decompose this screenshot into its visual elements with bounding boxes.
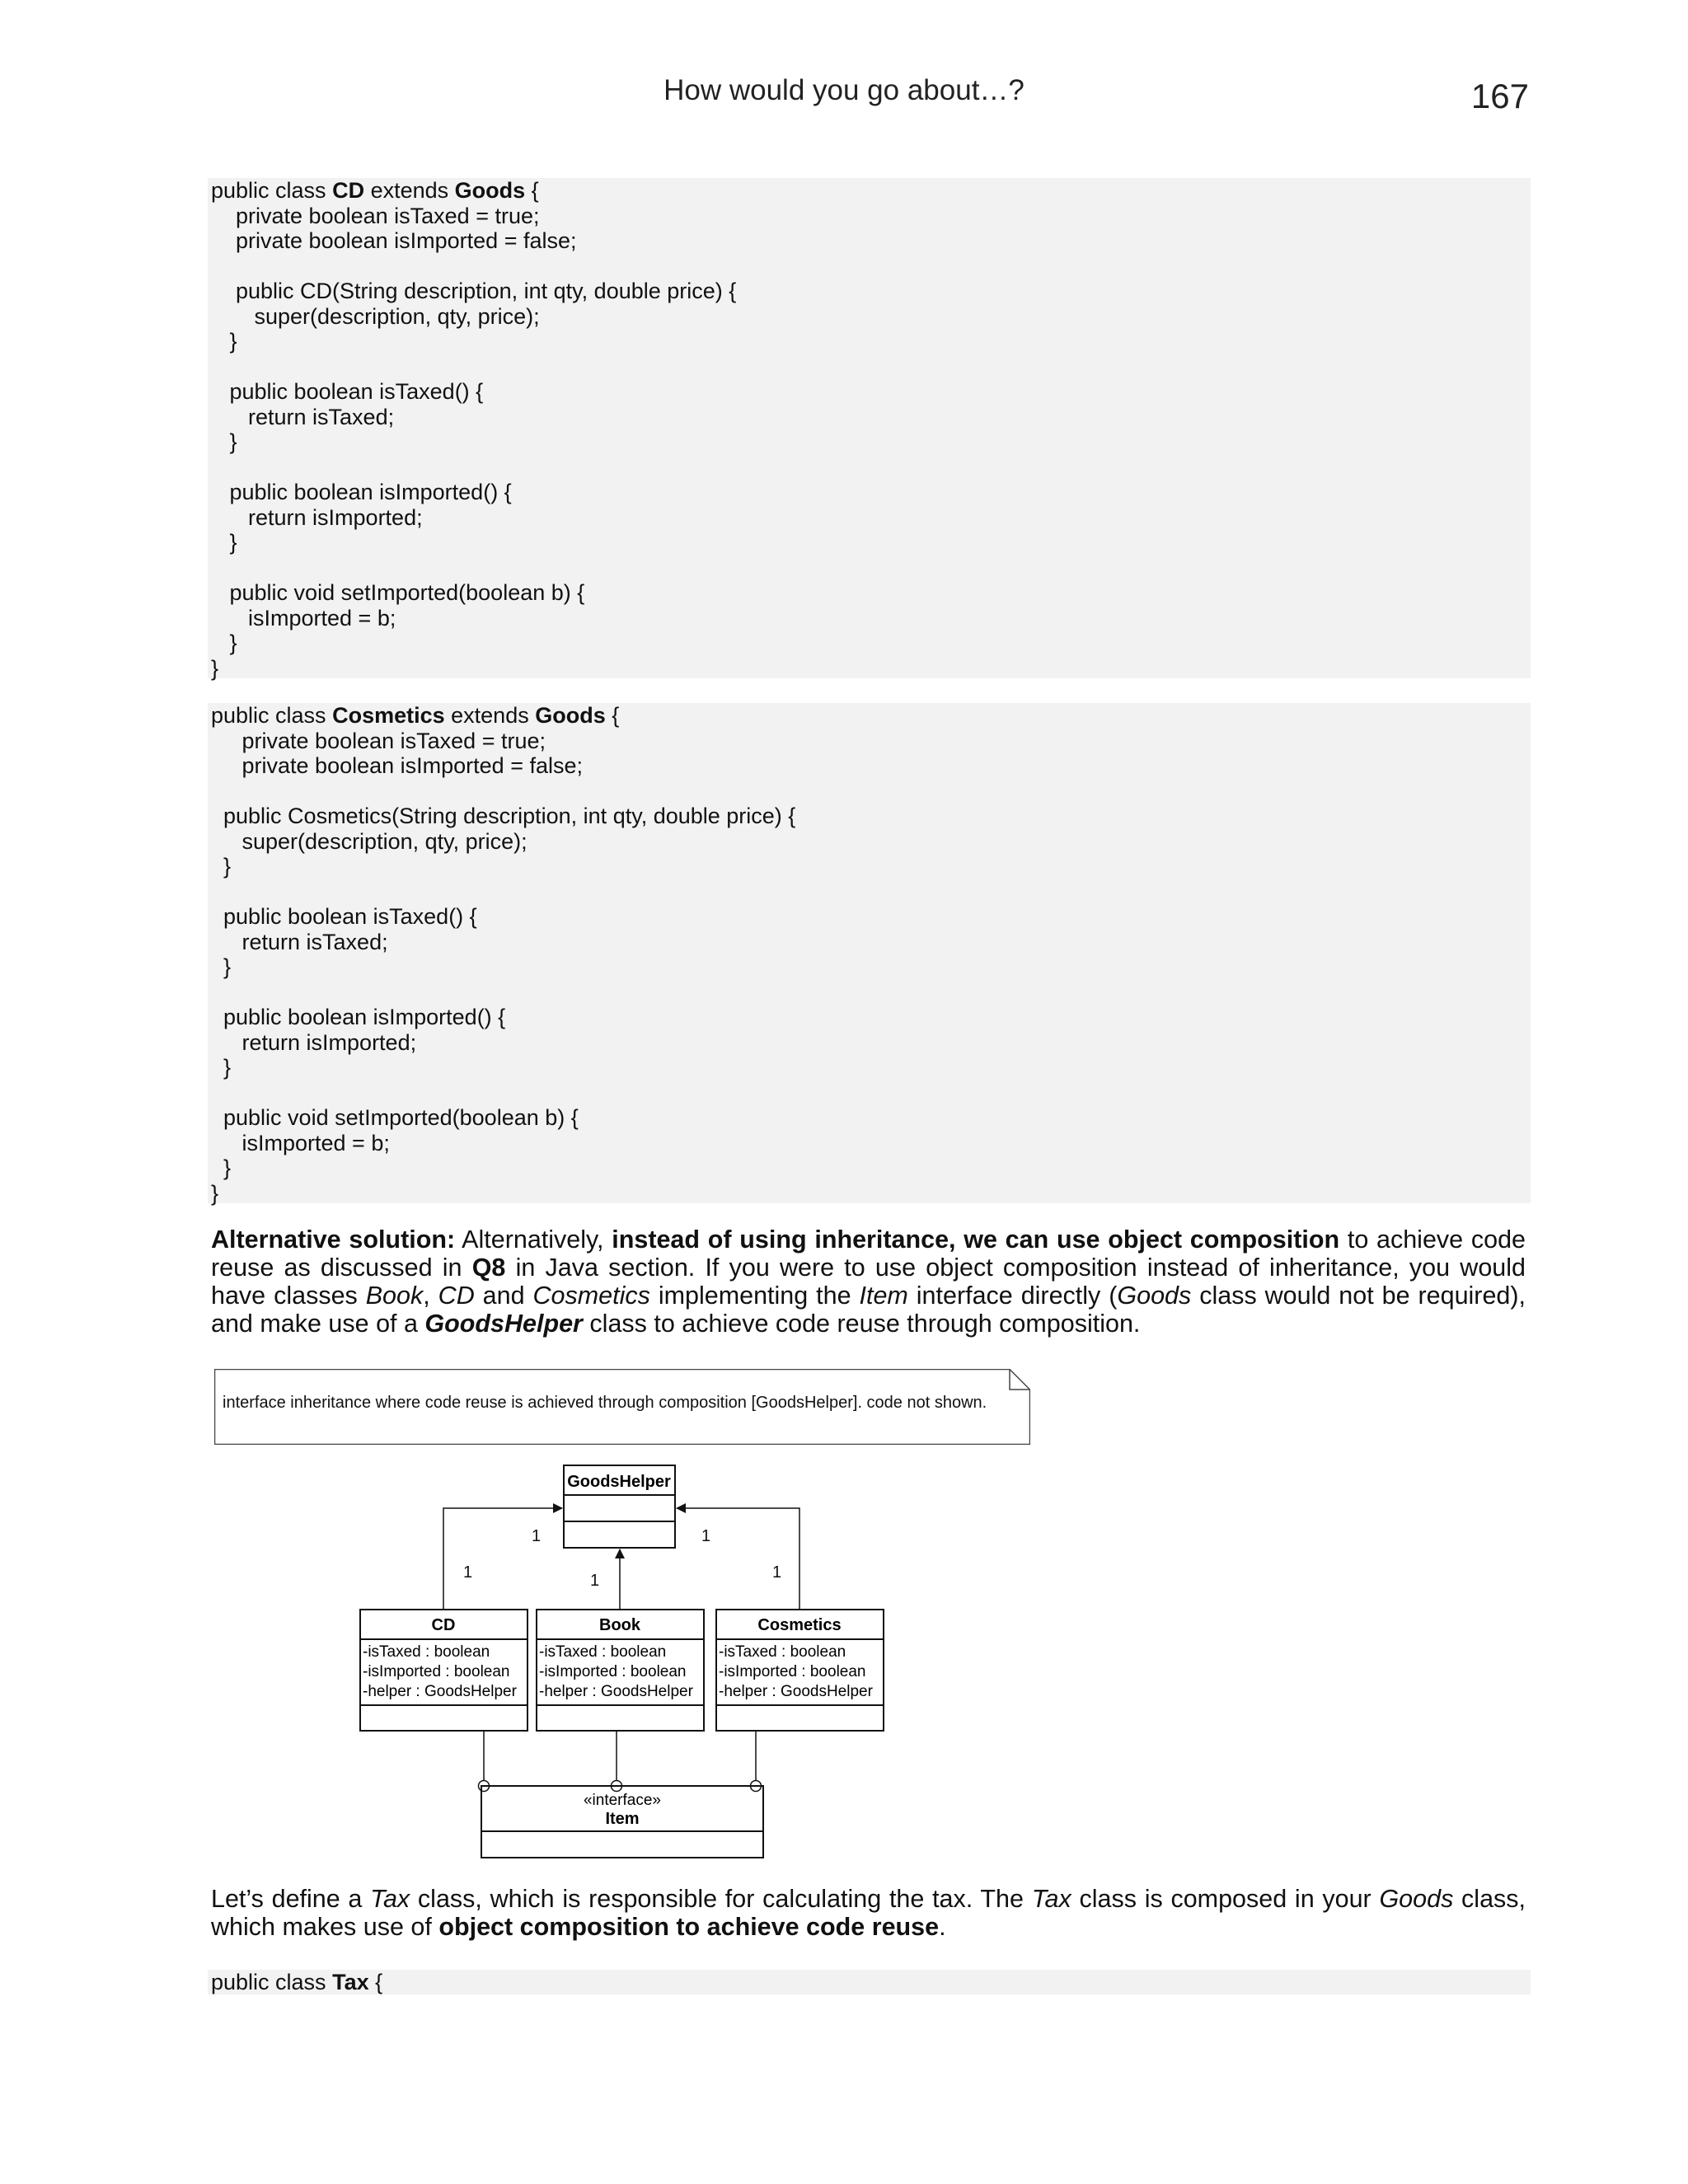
text-run: instead of using inheritance, we can use object composition — [612, 1226, 1340, 1254]
code-token: public boolean isTaxed() { — [211, 904, 477, 929]
text-run: GoodsHelper — [424, 1310, 583, 1338]
code-token: } — [211, 1055, 232, 1080]
code-token: private boolean isTaxed = true; — [211, 728, 546, 753]
cosmetics-attr: -helper : GoodsHelper — [719, 1683, 873, 1700]
code-token: } — [211, 854, 232, 879]
code-token: } — [211, 1180, 219, 1206]
code-token: isImported = b; — [211, 1130, 390, 1155]
tax-class-paragraph — [211, 1885, 1526, 1941]
text-run: implementing the — [649, 1282, 860, 1310]
interface-realization-lines — [479, 1731, 762, 1792]
text-run: class would not be required), and make use of a — [211, 1282, 1526, 1338]
text-run: Book — [365, 1282, 424, 1310]
code-token: extends — [444, 703, 536, 728]
multiplicity-label: 1 — [590, 1572, 600, 1590]
cosmetics-attr: -isTaxed : boolean — [719, 1643, 846, 1661]
text-run: class, which makes use of — [211, 1885, 1526, 1941]
text-run: Goods — [1379, 1885, 1454, 1913]
code-token: public boolean isImported() { — [211, 480, 512, 504]
cd-to-helper-association — [443, 1508, 562, 1609]
code-token: { — [605, 703, 620, 728]
book-attr: -isImported : boolean — [539, 1663, 687, 1680]
text-run: Alternative solution: — [211, 1226, 456, 1254]
page-number: 167 — [1470, 77, 1529, 115]
code-token: } — [211, 655, 219, 681]
code-token: } — [211, 530, 237, 555]
cd-attr: -helper : GoodsHelper — [363, 1683, 517, 1700]
cd-attr: -isImported : boolean — [363, 1663, 510, 1680]
code-token: isImported = b; — [211, 605, 396, 630]
text-run: and — [474, 1282, 533, 1310]
multiplicity-label: 1 — [772, 1563, 782, 1582]
code-token: private boolean isImported = false; — [211, 228, 577, 253]
code-token: public boolean isTaxed() { — [211, 379, 484, 404]
code-token: extends — [364, 178, 455, 203]
text-run: Tax — [370, 1885, 410, 1913]
text-run: Let’s define a — [211, 1885, 371, 1913]
cd-class-name: CD — [431, 1616, 456, 1634]
book-attr: -helper : GoodsHelper — [539, 1683, 693, 1700]
text-run: Goods — [1117, 1282, 1192, 1310]
cd-attr: -isTaxed : boolean — [363, 1643, 490, 1661]
text-run: class to achieve code reuse through composition. — [582, 1310, 1141, 1338]
code-token: public class — [211, 703, 333, 728]
note-text: interface inheritance where code reuse is achieved through composition [GoodsHelper]. code not shown. — [223, 1394, 987, 1412]
code-token: { — [368, 1970, 383, 1994]
cosmetics-class-box — [716, 1610, 884, 1731]
book-attr: -isTaxed : boolean — [539, 1643, 667, 1661]
book-class-name: Book — [599, 1616, 640, 1634]
code-token: { — [525, 178, 539, 203]
code-token: public void setImported(boolean b) { — [211, 1105, 579, 1130]
cosmetics-class-name: Cosmetics — [757, 1616, 842, 1634]
code-token: CD — [332, 178, 365, 203]
multiplicity-label: 1 — [701, 1527, 711, 1545]
code-token: Tax — [332, 1970, 369, 1994]
code-token: } — [211, 954, 232, 979]
cd-class-box — [360, 1610, 528, 1731]
text-run: . — [939, 1913, 946, 1941]
code-token: return isImported; — [211, 504, 423, 530]
code-token: } — [211, 630, 237, 655]
code-token: return isTaxed; — [211, 929, 388, 954]
code-token: private boolean isTaxed = true; — [211, 203, 540, 228]
cosmetics-attr: -isImported : boolean — [719, 1663, 866, 1680]
text-run: class is composed in your — [1071, 1885, 1380, 1913]
code-block-tax-class — [208, 1970, 1531, 1994]
code-token: public void setImported(boolean b) { — [211, 580, 585, 605]
code-token: } — [211, 429, 237, 454]
multiplicity-label: 1 — [463, 1563, 473, 1582]
code-token: public class — [211, 178, 333, 203]
code-token: super(description, qty, price); — [211, 303, 540, 329]
text-run: Item — [859, 1282, 908, 1310]
interface-name: Item — [605, 1810, 640, 1828]
interface-stereotype: «interface» — [583, 1792, 662, 1809]
text-run: CD — [438, 1282, 475, 1310]
book-class-box — [537, 1610, 704, 1731]
code-token: Goods — [454, 178, 526, 203]
code-token: public boolean isImported() { — [211, 1005, 506, 1029]
text-run: in Java section. If you were to use object composition instead of inheritance, you would have classes — [211, 1254, 1526, 1310]
code-token: Goods — [535, 703, 606, 728]
text-run: Cosmetics — [532, 1282, 650, 1310]
text-run: interface directly ( — [907, 1282, 1118, 1310]
code-token: public class — [211, 1970, 333, 1994]
text-run: class, which is responsible for calculating the tax. The — [410, 1885, 1032, 1913]
item-interface-box — [481, 1786, 763, 1858]
text-run: to achieve code reuse as discussed in — [211, 1226, 1526, 1282]
code-token: } — [211, 1155, 232, 1180]
code-token: return isTaxed; — [211, 404, 395, 429]
running-header: How would you go about…? — [663, 74, 1025, 106]
code-token: private boolean isImported = false; — [211, 753, 583, 778]
goodshelper-class-name: GoodsHelper — [567, 1473, 671, 1491]
text-run: Tax — [1031, 1885, 1071, 1913]
text-run: Q8 — [471, 1254, 506, 1282]
text-run: , — [423, 1282, 438, 1310]
code-token: Cosmetics — [332, 703, 445, 728]
code-token: super(description, qty, price); — [211, 828, 528, 854]
text-run: object composition to achieve code reuse — [438, 1913, 940, 1941]
code-line — [208, 1970, 1531, 1995]
code-token: return isImported; — [211, 1029, 417, 1055]
code-token: public Cosmetics(String description, int qty, double price) { — [211, 804, 796, 828]
code-token: } — [211, 329, 237, 354]
cosmetics-to-helper-association — [677, 1508, 799, 1609]
goodshelper-class-box — [564, 1465, 675, 1548]
code-token: public CD(String description, int qty, double price) { — [211, 279, 737, 303]
text-run: Alternatively, — [455, 1226, 612, 1254]
multiplicity-label: 1 — [532, 1527, 542, 1545]
